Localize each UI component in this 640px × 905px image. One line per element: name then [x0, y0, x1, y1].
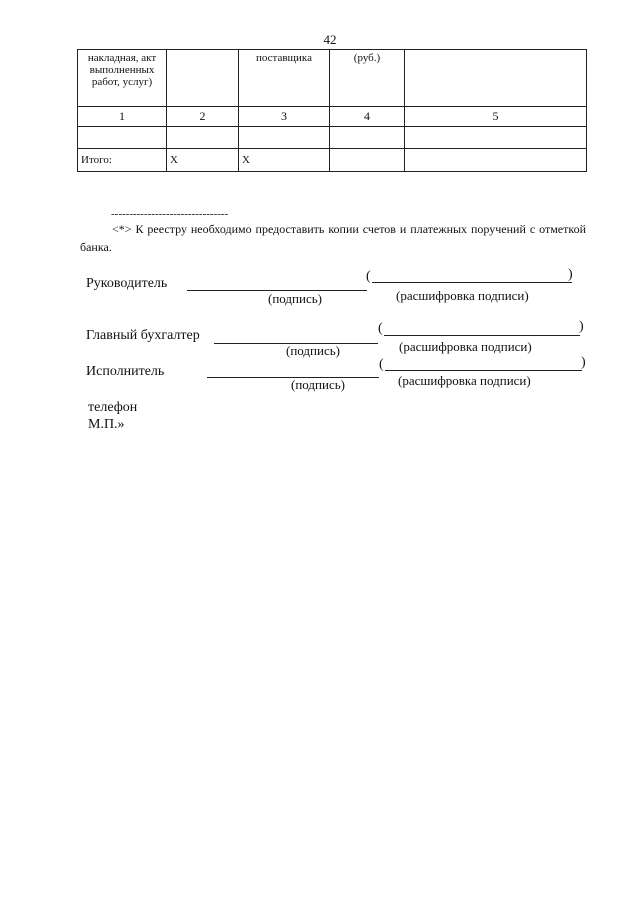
decoding-caption: (расшифровка подписи): [399, 339, 532, 354]
page-number: 42: [323, 32, 337, 47]
total-label: Итого:: [78, 149, 167, 172]
decoding-caption: (расшифровка подписи): [398, 373, 531, 388]
total-row: [78, 149, 587, 172]
empty-cell: [330, 127, 405, 149]
table-header-row: [78, 50, 587, 107]
column-number-4: 4: [330, 107, 405, 127]
signature-label-head: Руководитель: [86, 276, 168, 291]
signature-label-executor: Исполнитель: [86, 364, 165, 379]
column-number-5: 5: [405, 107, 587, 127]
header-cell-4: (руб.): [330, 50, 405, 107]
column-number-row: [78, 107, 587, 127]
signature-caption: (подпись): [286, 343, 340, 358]
close-paren: ): [579, 319, 584, 334]
header-cell-3: поставщика: [239, 50, 330, 107]
close-paren: ): [581, 355, 586, 370]
column-number-3: 3: [239, 107, 330, 127]
signature-label-accountant: Главный бухгалтер: [86, 328, 200, 343]
close-paren: ): [568, 267, 573, 282]
empty-cell: [239, 127, 330, 149]
signature-caption: (подпись): [291, 377, 345, 392]
open-paren: (: [366, 269, 371, 284]
open-paren: (: [378, 321, 383, 336]
decoding-line: [385, 370, 582, 371]
total-cell-4: [330, 149, 405, 172]
table-row: [78, 127, 587, 149]
stamp-label: М.П.»: [88, 417, 125, 432]
header-cell-1: накладная, акт выполненных работ, услуг): [78, 50, 167, 107]
phone-label: телефон: [88, 400, 138, 415]
header-cell-2: [167, 50, 239, 107]
open-paren: (: [379, 357, 384, 372]
total-cell-3: X: [239, 149, 330, 172]
total-cell-2: X: [167, 149, 239, 172]
column-number-1: 1: [78, 107, 167, 127]
footnote-text: <*> К реестру необходимо предоставить копии счетов и платежных поручений с отметкой банка.: [80, 222, 586, 254]
total-cell-5: [405, 149, 587, 172]
footnote-separator: --------------------------------: [111, 208, 229, 220]
column-number-2: 2: [167, 107, 239, 127]
decoding-caption: (расшифровка подписи): [396, 288, 529, 303]
decoding-line: [384, 335, 580, 336]
registry-table: [77, 49, 587, 172]
signature-caption: (подпись): [268, 291, 322, 306]
empty-cell: [78, 127, 167, 149]
decoding-line: [372, 282, 572, 283]
empty-cell: [405, 127, 587, 149]
empty-cell: [167, 127, 239, 149]
header-cell-5: [405, 50, 587, 107]
